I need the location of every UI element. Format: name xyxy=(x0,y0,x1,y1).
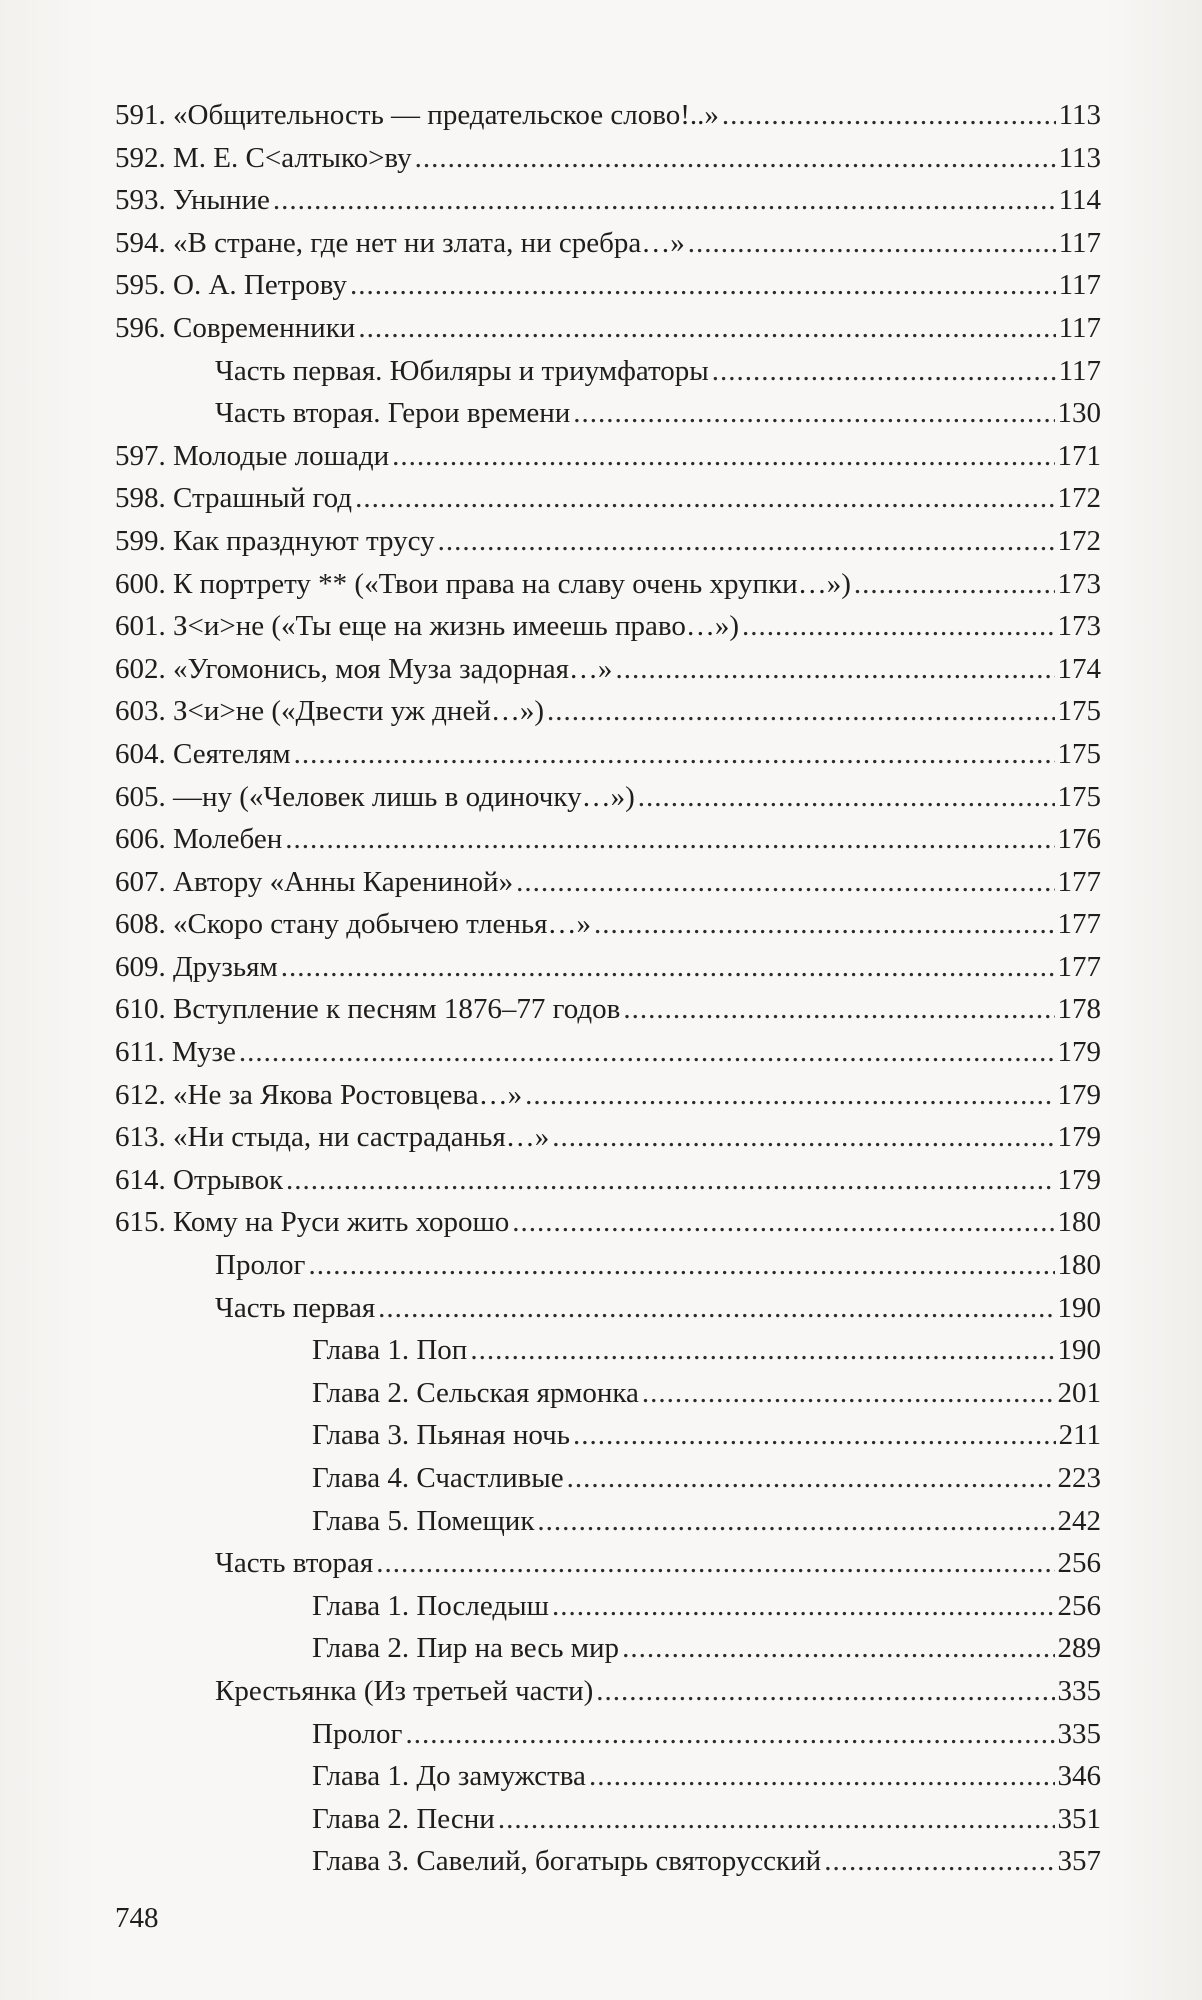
toc-entry xyxy=(115,1372,1101,1415)
toc-entry xyxy=(115,818,1101,861)
toc-entry-title: Пролог xyxy=(215,1249,306,1282)
toc-entry-title: 604. Сеятелям xyxy=(115,737,291,770)
toc-entry-title: Часть первая. Юбиляры и триумфаторы xyxy=(215,354,709,387)
dot-leader xyxy=(552,1116,1054,1159)
toc-entry xyxy=(115,1713,1101,1756)
toc-entry-page: 190 xyxy=(1057,1334,1101,1367)
dot-leader xyxy=(573,1414,1056,1457)
dot-leader xyxy=(567,1457,1055,1500)
toc-entry xyxy=(115,648,1101,691)
toc-entry-title: 594. «В стране, где нет ни злата, ни сребра…» xyxy=(115,226,685,259)
toc-entry-page: 173 xyxy=(1057,567,1101,600)
dot-leader xyxy=(623,988,1054,1031)
dot-leader xyxy=(589,1755,1055,1798)
toc-entry-page: 117 xyxy=(1058,311,1101,344)
toc-entry xyxy=(115,222,1101,265)
dot-leader xyxy=(573,392,1054,435)
toc-entry xyxy=(115,1840,1101,1883)
toc-entry xyxy=(115,1329,1101,1372)
toc-entry xyxy=(115,179,1101,222)
toc-entry-title: 602. «Угомонись, моя Муза задорная…» xyxy=(115,652,613,685)
toc-entry-title: Пролог xyxy=(312,1717,403,1750)
dot-leader xyxy=(615,648,1054,691)
toc-entry xyxy=(115,946,1101,989)
dot-leader xyxy=(596,1670,1054,1713)
toc-entry-title: 607. Автору «Анны Карениной» xyxy=(115,865,514,898)
table-of-contents xyxy=(115,94,1101,1883)
dot-leader xyxy=(350,264,1056,307)
toc-entry-title: 613. «Ни стыда, ни састраданья…» xyxy=(115,1121,550,1154)
toc-entry-title: 592. М. Е. С<алтыко>ву xyxy=(115,141,412,174)
dot-leader xyxy=(498,1798,1055,1841)
dot-leader xyxy=(688,222,1056,265)
dot-leader xyxy=(239,1031,1055,1074)
toc-entry-page: 175 xyxy=(1057,780,1101,813)
dot-leader xyxy=(712,350,1056,393)
toc-entry-title: Глава 2. Пир на весь мир xyxy=(312,1632,620,1665)
toc-entry-page: 190 xyxy=(1057,1291,1101,1324)
toc-entry xyxy=(115,94,1101,137)
dot-leader xyxy=(594,903,1055,946)
toc-entry-title: Часть первая xyxy=(215,1291,376,1324)
toc-entry-page: 242 xyxy=(1057,1504,1101,1537)
toc-entry-page: 173 xyxy=(1057,610,1101,643)
toc-entry xyxy=(115,861,1101,904)
toc-entry xyxy=(115,1627,1101,1670)
toc-entry-title: 597. Молодые лошади xyxy=(115,439,390,472)
toc-entry-title: 593. Уныние xyxy=(115,184,270,217)
dot-leader xyxy=(547,690,1055,733)
toc-entry xyxy=(115,563,1101,606)
toc-entry xyxy=(115,988,1101,1031)
toc-entry-page: 177 xyxy=(1057,865,1101,898)
toc-entry-page: 174 xyxy=(1057,652,1101,685)
toc-entry-page: 201 xyxy=(1057,1376,1101,1409)
toc-entry-title: Глава 4. Счастливые xyxy=(312,1462,564,1494)
toc-entry-page: 180 xyxy=(1057,1206,1101,1239)
toc-entry-page: 335 xyxy=(1057,1717,1101,1750)
dot-leader xyxy=(525,1074,1054,1117)
toc-entry-page: 177 xyxy=(1057,950,1101,983)
toc-entry-page: 114 xyxy=(1058,184,1101,217)
toc-entry xyxy=(115,1287,1101,1330)
dot-leader xyxy=(854,563,1055,606)
toc-entry-page: 335 xyxy=(1057,1674,1101,1707)
toc-entry-title: 591. «Общительность — предательское слово!..» xyxy=(115,99,719,131)
dot-leader xyxy=(642,1372,1055,1415)
page-number: 748 xyxy=(115,1902,159,1934)
dot-leader xyxy=(516,861,1054,904)
toc-entry xyxy=(115,1500,1101,1543)
toc-entry xyxy=(115,350,1101,393)
toc-entry-title: Часть вторая xyxy=(215,1547,374,1580)
toc-entry xyxy=(115,435,1101,478)
dot-leader xyxy=(824,1840,1054,1883)
toc-entry-page: 175 xyxy=(1057,737,1101,770)
toc-entry-page: 172 xyxy=(1057,524,1101,557)
dot-leader xyxy=(281,946,1055,989)
toc-entry-page: 113 xyxy=(1058,99,1101,131)
toc-entry xyxy=(115,903,1101,946)
toc-entry xyxy=(115,1798,1101,1841)
toc-entry xyxy=(115,1074,1101,1117)
toc-entry-page: 179 xyxy=(1057,1036,1101,1069)
toc-entry-title: 606. Молебен xyxy=(115,823,283,856)
toc-entry-page: 117 xyxy=(1058,226,1101,259)
toc-entry xyxy=(115,1031,1101,1074)
toc-entry xyxy=(115,1670,1101,1713)
toc-entry-title: 601. З<и>не («Ты еще на жизнь имеешь право…») xyxy=(115,610,739,643)
toc-entry-page: 289 xyxy=(1057,1632,1101,1665)
toc-entry-title: 610. Вступление к песням 1876–77 годов xyxy=(115,993,621,1026)
toc-entry-title: 611. Музе xyxy=(115,1036,236,1069)
toc-entry xyxy=(115,1585,1101,1628)
dot-leader xyxy=(537,1500,1054,1543)
toc-entry xyxy=(115,605,1101,648)
dot-leader xyxy=(392,435,1054,478)
toc-entry-title: Глава 1. Поп xyxy=(312,1334,468,1367)
toc-entry-title: 609. Друзьям xyxy=(115,950,278,983)
toc-entry-page: 113 xyxy=(1058,141,1101,174)
toc-entry-title: Глава 5. Помещик xyxy=(312,1504,535,1537)
dot-leader xyxy=(512,1201,1054,1244)
toc-entry-title: 608. «Скоро стану добычею тленья…» xyxy=(115,908,591,941)
toc-entry xyxy=(115,733,1101,776)
dot-leader xyxy=(358,307,1055,350)
toc-entry-page: 172 xyxy=(1057,482,1101,515)
dot-leader xyxy=(273,179,1056,222)
dot-leader xyxy=(470,1329,1054,1372)
toc-entry xyxy=(115,1457,1101,1500)
toc-entry-title: Глава 3. Савелий, богатырь святорусский xyxy=(312,1845,822,1878)
dot-leader xyxy=(552,1585,1055,1628)
dot-leader xyxy=(355,477,1054,520)
dot-leader xyxy=(294,733,1055,776)
dot-leader xyxy=(285,818,1054,861)
toc-entry-title: 614. Отрывок xyxy=(115,1163,284,1196)
toc-entry xyxy=(115,1755,1101,1798)
toc-entry xyxy=(115,1414,1101,1457)
toc-entry-title: Крестьянка (Из третьей части) xyxy=(215,1674,594,1707)
toc-entry-title: 603. З<и>не («Двести уж дней…») xyxy=(115,695,544,728)
toc-entry-title: Глава 1. Последыш xyxy=(312,1589,549,1622)
toc-entry xyxy=(115,1244,1101,1287)
toc-entry-title: Глава 2. Песни xyxy=(312,1802,495,1835)
toc-entry-page: 179 xyxy=(1057,1078,1101,1111)
dot-leader xyxy=(378,1287,1054,1330)
dot-leader xyxy=(622,1627,1054,1670)
toc-entry-title: 596. Современники xyxy=(115,311,356,344)
toc-entry xyxy=(115,477,1101,520)
dot-leader xyxy=(438,520,1055,563)
toc-entry-page: 180 xyxy=(1057,1249,1101,1282)
toc-entry-page: 211 xyxy=(1058,1419,1101,1452)
toc-entry xyxy=(115,1116,1101,1159)
toc-entry-page: 256 xyxy=(1057,1589,1101,1622)
toc-entry-page: 351 xyxy=(1057,1802,1101,1835)
dot-leader xyxy=(638,776,1055,819)
toc-entry-page: 178 xyxy=(1057,993,1101,1026)
toc-entry-page: 130 xyxy=(1057,397,1101,430)
toc-entry-page: 176 xyxy=(1057,823,1101,856)
toc-entry xyxy=(115,1542,1101,1585)
dot-leader xyxy=(376,1542,1054,1585)
dot-leader xyxy=(742,605,1055,648)
dot-leader xyxy=(286,1159,1054,1202)
toc-entry-page: 175 xyxy=(1057,695,1101,728)
toc-entry xyxy=(115,392,1101,435)
toc-entry-title: 599. Как празднуют трусу xyxy=(115,524,435,557)
toc-entry-page: 117 xyxy=(1058,354,1101,387)
toc-entry-page: 179 xyxy=(1057,1163,1101,1196)
toc-entry-page: 177 xyxy=(1057,908,1101,941)
toc-entry xyxy=(115,137,1101,180)
toc-entry-title: 615. Кому на Руси жить хорошо xyxy=(115,1206,510,1239)
toc-entry-page: 357 xyxy=(1057,1845,1101,1878)
dot-leader xyxy=(405,1713,1054,1756)
dot-leader xyxy=(308,1244,1054,1287)
toc-entry-title: 605. —ну («Человек лишь в одиночку…») xyxy=(115,780,635,813)
toc-entry-page: 171 xyxy=(1057,439,1101,472)
toc-entry-title: Глава 3. Пьяная ночь xyxy=(312,1419,570,1452)
toc-entry-page: 346 xyxy=(1057,1760,1101,1793)
toc-entry xyxy=(115,264,1101,307)
toc-entry-page: 117 xyxy=(1058,269,1101,302)
toc-entry-title: 595. О. А. Петрову xyxy=(115,269,347,302)
toc-entry xyxy=(115,307,1101,350)
toc-entry xyxy=(115,520,1101,563)
toc-entry xyxy=(115,776,1101,819)
toc-entry-title: Глава 1. До замужства xyxy=(312,1760,586,1793)
toc-entry-page: 256 xyxy=(1057,1547,1101,1580)
toc-entry-title: 598. Страшный год xyxy=(115,482,353,515)
dot-leader xyxy=(722,94,1056,137)
toc-entry-title: Часть вторая. Герои времени xyxy=(215,397,571,430)
toc-entry xyxy=(115,1201,1101,1244)
toc-entry-page: 179 xyxy=(1057,1121,1101,1154)
toc-entry-title: 612. «Не за Якова Ростовцева…» xyxy=(115,1078,523,1111)
toc-entry-title: Глава 2. Сельская ярмонка xyxy=(312,1376,639,1409)
toc-entry-title: 600. К портрету ** («Твои права на славу очень хрупки…») xyxy=(115,567,851,600)
toc-entry-page: 223 xyxy=(1057,1462,1101,1494)
dot-leader xyxy=(415,137,1056,180)
toc-entry xyxy=(115,1159,1101,1202)
toc-entry xyxy=(115,690,1101,733)
